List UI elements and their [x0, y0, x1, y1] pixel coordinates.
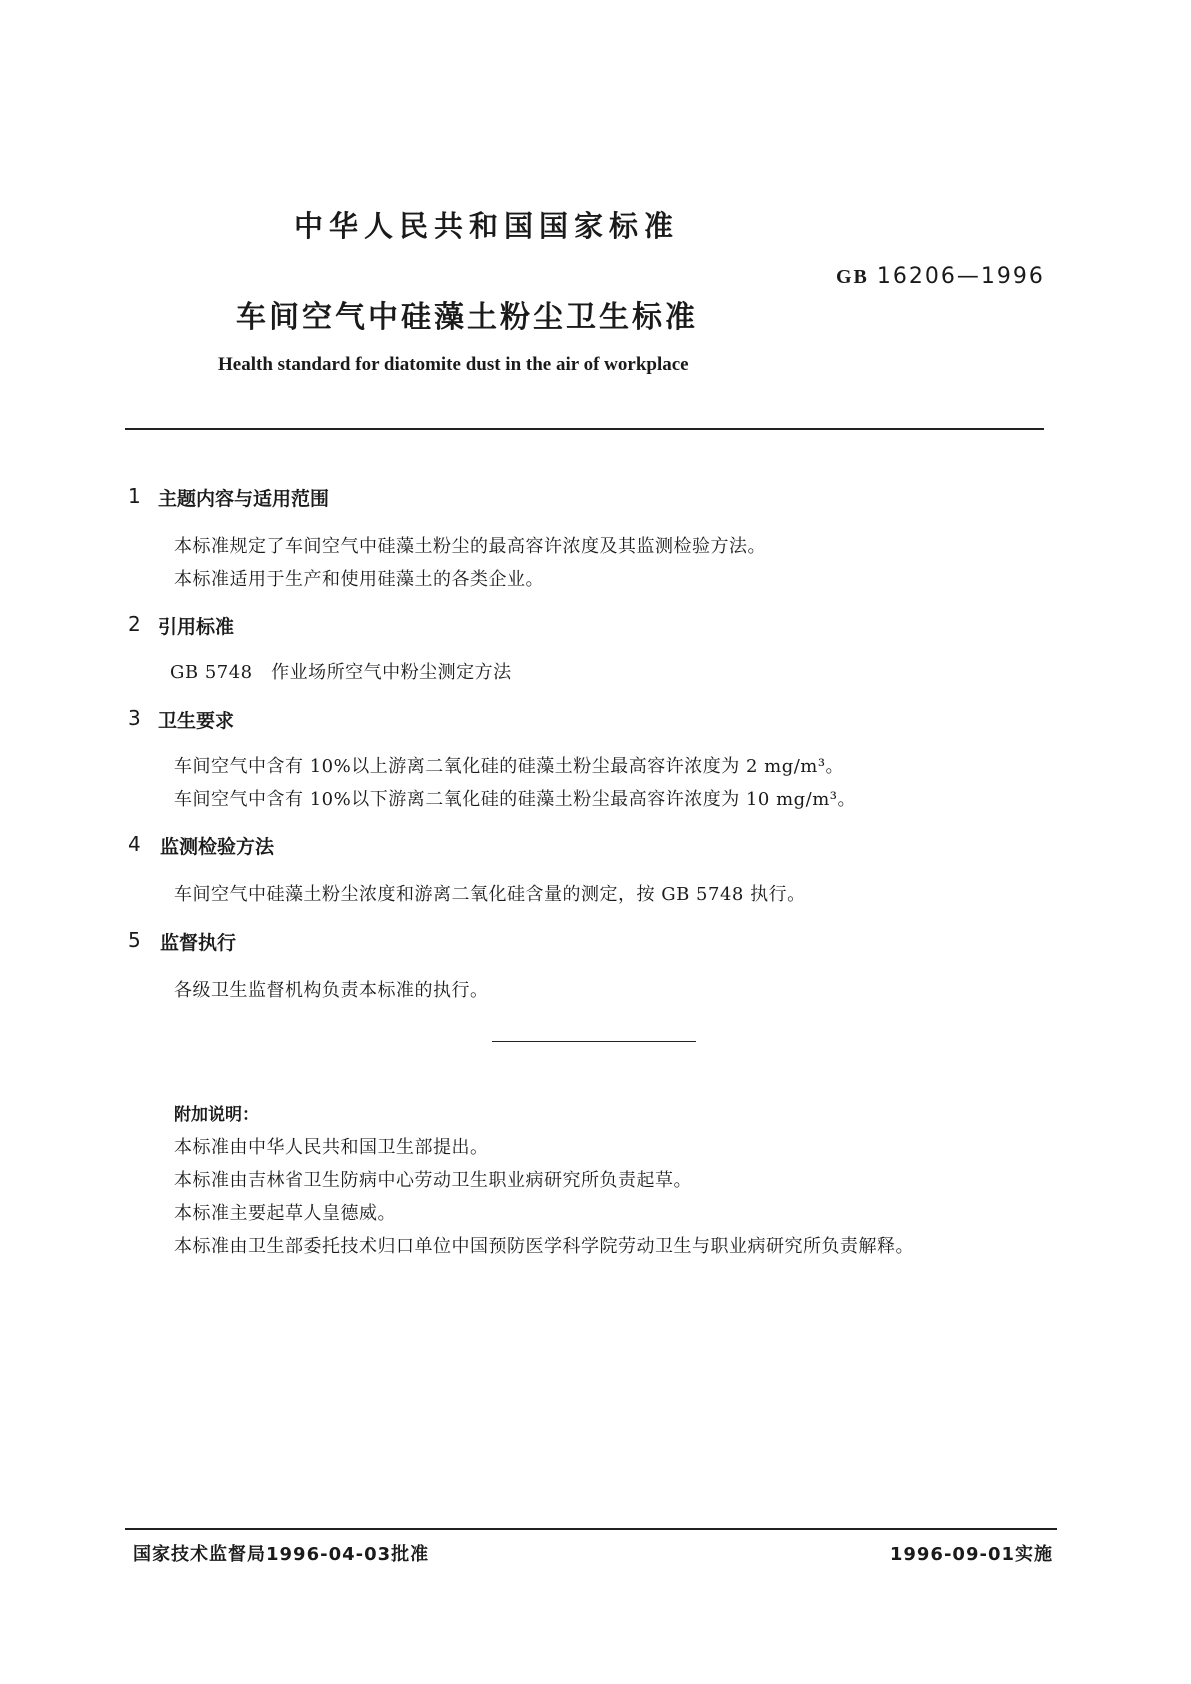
section-paragraph: 车间空气中含有 10%以上游离二氧化硅的硅藻土粉尘最高容许浓度为 2 mg/m³。	[174, 756, 845, 777]
standard-number	[836, 264, 1045, 289]
document-title-en: Health standard for diatomite dust in the air of workplace	[218, 354, 689, 375]
standard-number-value: 16206—1996	[876, 264, 1045, 289]
notes-line: 本标准主要起草人皇德威。	[174, 1203, 396, 1224]
section-title: 监测检验方法	[160, 836, 275, 858]
notes-title: 附加说明：	[174, 1105, 259, 1125]
section-title: 监督执行	[160, 932, 237, 954]
section-number: 2	[128, 612, 141, 636]
effective-date: 1996-09-01实施	[889, 1544, 1053, 1565]
document-title-cn: 车间空气中硅藻土粉尘卫生标准	[236, 300, 698, 335]
middle-divider	[492, 1041, 696, 1042]
section-paragraph: 各级卫生监督机构负责本标准的执行。	[174, 980, 489, 1001]
bottom-divider	[125, 1528, 1057, 1530]
section-number: 5	[128, 928, 141, 952]
notes-line: 本标准由中华人民共和国卫生部提出。	[174, 1137, 489, 1158]
section-paragraph: GB 5748 作业场所空气中粉尘测定方法	[170, 662, 512, 683]
section-paragraph: 本标准适用于生产和使用硅藻土的各类企业。	[174, 569, 544, 590]
section-title: 引用标准	[158, 616, 235, 638]
section-paragraph: 本标准规定了车间空气中硅藻土粉尘的最高容许浓度及其监测检验方法。	[174, 536, 766, 557]
approval-date: 国家技术监督局1996-04-03批准	[133, 1544, 430, 1565]
notes-line: 本标准由吉林省卫生防病中心劳动卫生职业病研究所负责起草。	[174, 1170, 692, 1191]
section-title: 卫生要求	[158, 710, 235, 732]
section-number: 4	[128, 832, 141, 856]
section-number: 1	[128, 484, 141, 508]
section-paragraph: 车间空气中含有 10%以下游离二氧化硅的硅藻土粉尘最高容许浓度为 10 mg/m³。	[174, 789, 857, 810]
section-paragraph: 车间空气中硅藻土粉尘浓度和游离二氧化硅含量的测定，按 GB 5748 执行。	[174, 884, 806, 905]
section-title: 主题内容与适用范围	[158, 488, 330, 510]
standard-prefix: GB	[836, 266, 869, 288]
section-number: 3	[128, 706, 141, 730]
top-divider	[125, 428, 1044, 430]
notes-line: 本标准由卫生部委托技术归口单位中国预防医学科学院劳动卫生与职业病研究所负责解释。	[174, 1236, 914, 1257]
national-standard-heading: 中华人民共和国国家标准	[294, 209, 680, 243]
